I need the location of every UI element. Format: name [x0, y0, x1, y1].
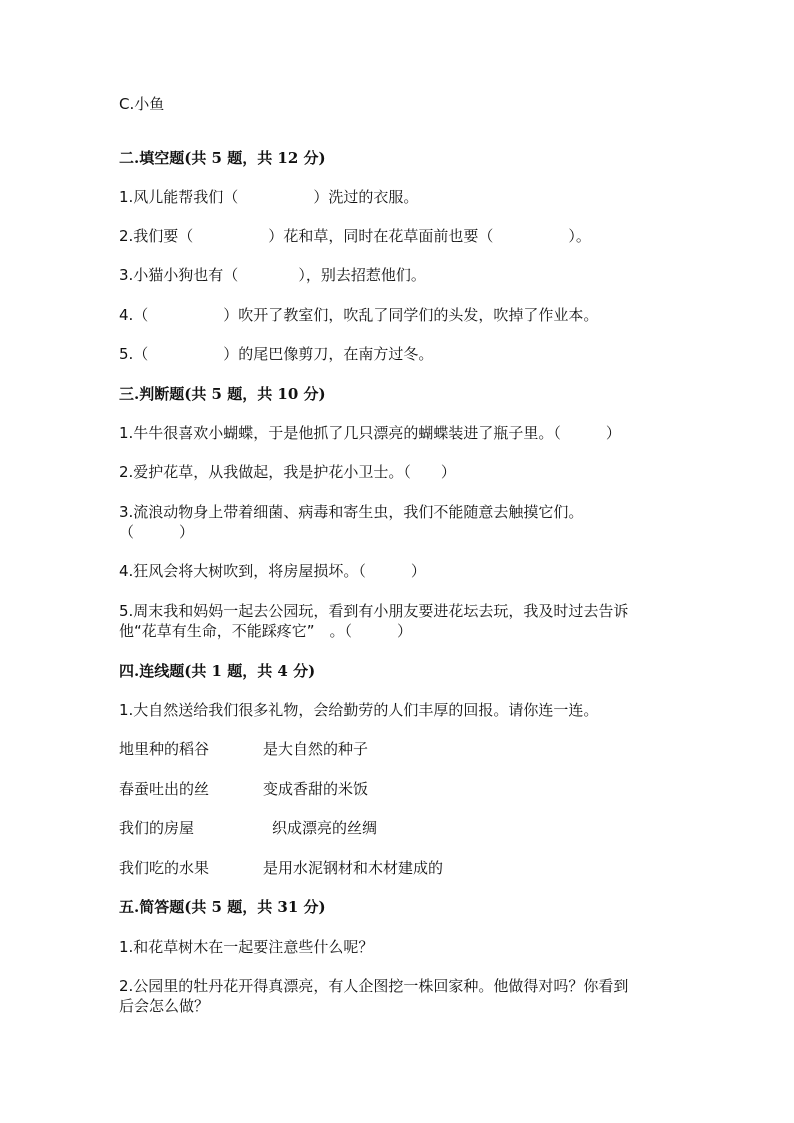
- judgment-question-5: 5.周末我和妈妈一起去公园玩，看到有小朋友要进花坛去玩，我及时过去告诉: [119, 602, 629, 620]
- judgment-question-3-bracket: （ ）: [119, 523, 195, 541]
- section-short-answer-heading: 五.简答题(共 5 题，共 31 分): [119, 898, 326, 916]
- fill-blank-question-4: 4.（ ）吹开了教室们，吹乱了同学们的头发，吹掉了作业本。: [119, 306, 599, 324]
- short-answer-question-2: 2.公园里的牡丹花开得真漂亮，有人企图挖一株回家种。他做得对吗？你看到: [119, 977, 629, 995]
- short-answer-question-2-cont: 后会怎么做？: [119, 997, 210, 1015]
- matching-left-item-1: 地里种的稻谷: [119, 740, 210, 758]
- matching-left-item-4: 我们吃的水果: [119, 859, 210, 877]
- matching-right-item-2: 变成香甜的米饭: [263, 780, 369, 798]
- option-c-text: C.小鱼: [119, 95, 165, 113]
- section-matching-heading: 四.连线题(共 1 题，共 4 分): [119, 662, 316, 680]
- matching-right-item-1: 是大自然的种子: [263, 740, 369, 758]
- judgment-question-3: 3.流浪动物身上带着细菌、病毒和寄生虫，我们不能随意去触摸它们。: [119, 503, 584, 521]
- judgment-question-1: 1.牛牛很喜欢小蝴蝶，于是他抓了几只漂亮的蝴蝶装进了瓶子里。（ ）: [119, 424, 621, 442]
- short-answer-question-1: 1.和花草树木在一起要注意些什么呢？: [119, 938, 374, 956]
- matching-question-1: 1.大自然送给我们很多礼物，会给勤劳的人们丰厚的回报。请你连一连。: [119, 701, 599, 719]
- fill-blank-question-3: 3.小猫小狗也有（ ），别去招惹他们。: [119, 266, 426, 284]
- section-fill-blank-heading: 二.填空题(共 5 题，共 12 分): [119, 149, 326, 167]
- judgment-question-4: 4.狂风会将大树吹到，将房屋损坏。（ ）: [119, 562, 426, 580]
- matching-left-item-2: 春蚕吐出的丝: [119, 780, 210, 798]
- judgment-question-5-cont: 他“花草有生命，不能踩疼它” 。（ ）: [119, 622, 413, 640]
- fill-blank-question-5: 5.（ ）的尾巴像剪刀，在南方过冬。: [119, 345, 434, 363]
- section-judgment-heading: 三.判断题(共 5 题，共 10 分): [119, 385, 326, 403]
- fill-blank-question-1: 1.风儿能帮我们（ ）洗过的衣服。: [119, 188, 419, 206]
- matching-right-item-3: 织成漂亮的丝绸: [272, 819, 378, 837]
- fill-blank-question-2: 2.我们要（ ）花和草，同时在花草面前也要（ ）。: [119, 227, 591, 245]
- matching-right-item-4: 是用水泥钢材和木材建成的: [263, 859, 444, 877]
- judgment-question-2: 2.爱护花草，从我做起，我是护花小卫士。（ ）: [119, 463, 456, 481]
- matching-left-item-3: 我们的房屋: [119, 819, 195, 837]
